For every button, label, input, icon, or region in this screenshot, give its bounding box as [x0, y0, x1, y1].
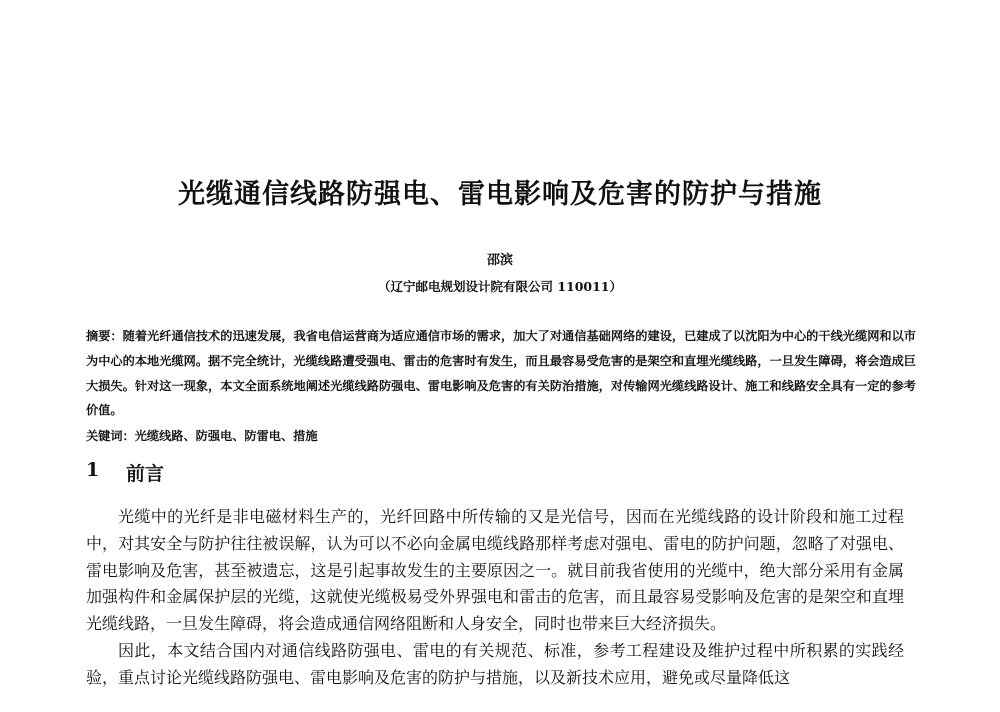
abstract: 摘要：随着光纤通信技术的迅速发展，我省电信运营商为适应通信市场的需求，加大了对通信基础网络的建设，已建成了以沈阳为中心的干线光缆网和以市为中心的本地光缆网。据不完全统计，光缆线路遭受强电、雷击的危害时有发生，而且最容易受危害的是架空和直埋光缆线路，一旦发生障碍，将会造成巨大损失。针对这一现象，本文全面系统地阐述光缆线路防强电、雷电影响及危害的有关防治措施，对传输网光缆线路设计、施工和线路安全具有一定的参考价值。 [86, 329, 916, 418]
paragraph: 因此，本文结合国内对通信线路防强电、雷电的有关规范、标准，参考工程建设及维护过程中所积累的实践经验，重点讨论光缆线路防强电、雷电影响及危害的防护与措施，以及新技术应用，避免或尽量降低这 [86, 640, 904, 687]
section-number: 1 [86, 459, 100, 481]
body-text [86, 504, 904, 692]
section-title: 前言 [126, 463, 165, 485]
paragraph: 光缆中的光纤是非电磁材料生产的，光纤回路中所传输的又是光信号，因而在光缆线路的设计阶段和施工过程中，对其安全与防护往往被误解，认为可以不必向金属电缆线路那样考虑对强电、雷电的防护问题，忽略了对强电、雷电影响及危害，甚至被遗忘，这是引起事故发生的主要原因之一。就目前我省使用的光缆中，绝大部分采用有金属加强构件和金属保护层的光缆，这就使光缆极易受外界强电和雷击的危害，而且最容易受影响及危害的是架空和直埋光缆线路，一旦发生障碍，将会造成通信网络阻断和人身安全，同时也带来巨大经济损失。 [86, 507, 904, 634]
section-heading [86, 459, 164, 486]
author-name: 邵滨 [486, 253, 513, 268]
keywords: 关键词：光缆线路、防强电、防雷电、措施 [86, 429, 318, 443]
author-affiliation: （辽宁邮电规划设计院有限公司 110011） [377, 279, 623, 294]
paper-title: 光缆通信线路防强电、雷电影响及危害的防护与措施 [178, 179, 822, 210]
